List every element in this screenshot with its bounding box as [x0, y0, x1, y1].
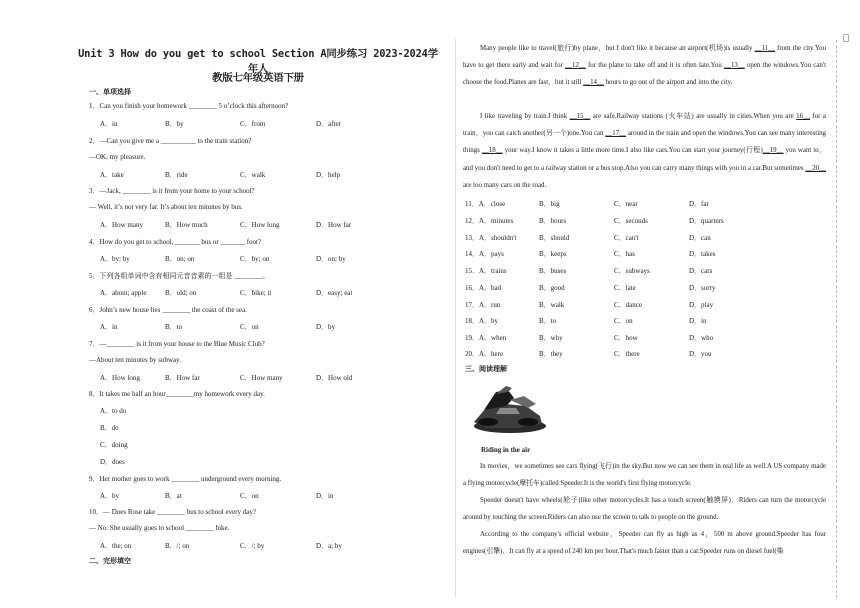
flying-motorcycle-image — [466, 378, 548, 436]
cloze-q20-option-b: B．they — [539, 350, 563, 358]
column-divider — [455, 38, 456, 598]
q8-option-a: A．to do — [100, 407, 127, 415]
q10-option-b: B．/; on — [165, 542, 190, 550]
cloze-q18-option-a: 18．A．by — [465, 317, 499, 325]
cloze-q16-option-a: 16．A．bad — [465, 284, 502, 292]
cloze-q13-option-d: D．can — [689, 234, 711, 242]
reading-paragraph-3: According to the company's official website，Speeder can fly as high as 4，500 m above ground.Speeder has four engines(引擎)．It can fly at a speed of 240 km per hour.That's much faster than a car.Speeder runs on diesel fuel(柴 — [463, 531, 826, 556]
q7-option-d: D．How old — [316, 374, 353, 382]
cloze-q17-option-c: C．dance — [614, 301, 642, 309]
q2-option-b: B．ride — [165, 171, 188, 179]
q3-option-b: B．How much — [165, 221, 208, 229]
q1-option-d: D．after — [316, 120, 341, 128]
cloze-q12-option-b: B．hours — [539, 217, 567, 225]
q5-option-a: A．about; apple — [100, 289, 147, 297]
cloze-paragraph-2: I like traveling by train.I think __15__ are safe.Railway stations (火车站) are usually in cities.When you are 16__ for a train，you can catch another(另一个)one.You can __17__ around in the train and open the windows.You can see many interesting things __18__ your way.I know it takes a little more time.I also like cars.You can start your journey(行程)__19__ you want to，and you don't need to get to a railway station or a bus stop.Also you can carry many things with you in a car.But sometimes __20__ are too many cars on the road. — [463, 113, 826, 189]
section-heading-single-choice: 一、单项选择 — [89, 88, 131, 96]
q5-option-b: B．old; on — [165, 289, 197, 297]
q3-option-a: A．How many — [100, 221, 143, 229]
q1-option-a: A．in — [100, 120, 118, 128]
binding-marker — [843, 34, 849, 42]
q3-option-c: C．How long — [240, 221, 280, 229]
cloze-q16-option-d: D．sorry — [689, 284, 716, 292]
cloze-q20-option-d: D．you — [689, 350, 712, 358]
cloze-q11-option-b: B．big — [539, 200, 560, 208]
q1-option-c: C．from — [240, 120, 266, 128]
section-heading-reading: 三、阅读理解 — [465, 365, 507, 373]
q3-option-d: D．How far — [316, 221, 352, 229]
cloze-q15-option-c: C．subways — [614, 267, 650, 275]
cloze-q15-option-a: 15．A．trains — [465, 267, 507, 275]
cloze-q20-option-a: 20．A．here — [465, 350, 504, 358]
cloze-q11-option-a: 11．A．close — [465, 200, 506, 208]
doc-title-line2: 教版七年级英语下册 — [212, 72, 304, 84]
reading-title: Riding in the air — [481, 446, 531, 454]
blank-14: __14__ — [583, 79, 604, 87]
question-3: 3．—Jack, ________ is it from your home to your school? — [89, 187, 255, 195]
cloze-q18-option-d: D．in — [689, 317, 707, 325]
cloze-q18-option-b: B．to — [539, 317, 557, 325]
q2-option-a: A．take — [100, 171, 124, 179]
doc-title-line1: Unit 3 How do you get to school Section A同步练习 2023-2024学年人 — [78, 48, 438, 75]
q9-option-d: D．in — [316, 492, 334, 500]
question-2: 2．—Can you give me a __________ to the train station? — [89, 137, 252, 145]
cloze-q12-option-c: C．seconds — [614, 217, 648, 225]
question-9: 9．Her mother goes to work ________ underground every morning. — [89, 475, 282, 483]
q6-option-d: D．by — [316, 323, 336, 331]
q10-option-d: D．a; by — [316, 542, 342, 550]
question-1: 1．Can you finish your homework ________ 5 o’clock this afternoon? — [89, 102, 289, 110]
q7-option-a: A．How long — [100, 374, 140, 382]
blank-15: __15__ — [569, 113, 591, 120]
question-6: 6．John’s new house lies ________ the coast of the sea. — [89, 306, 247, 314]
blank-11: __11__ — [754, 45, 775, 52]
cloze-q14-option-b: B．keeps — [539, 250, 567, 258]
cloze-q19-option-c: C．how — [614, 334, 638, 342]
q7-option-c: C．How many — [240, 374, 283, 382]
question-3-reply: — Well, it’s not very far. It’s about ten minutes by bus. — [89, 203, 243, 211]
q5-option-d: D．easy; eat — [316, 289, 353, 297]
q8-option-c: C．doing — [100, 441, 128, 449]
cloze-q12-option-a: 12．A．minutes — [465, 217, 514, 225]
section-heading-cloze: 二、完形填空 — [89, 557, 131, 565]
cloze-q16-option-b: B．good — [539, 284, 565, 292]
blank-16: 16__ — [796, 113, 810, 120]
cloze-q15-option-b: B．buses — [539, 267, 567, 275]
cloze-q14-option-c: C．has — [614, 250, 635, 258]
q8-option-d: D．does — [100, 458, 125, 466]
cloze-q19-option-a: 19．A．when — [465, 334, 507, 342]
q2-option-d: D．help — [316, 171, 341, 179]
blank-13: __13__ — [724, 62, 745, 70]
q2-option-c: C．walk — [240, 171, 266, 179]
q10-option-a: A．the; on — [100, 542, 132, 550]
blank-18: __18__ — [481, 147, 503, 155]
cloze-q18-option-c: C．on — [614, 317, 633, 325]
cloze-q11-option-c: C．near — [614, 200, 638, 208]
question-2-reply: —OK, my pleasure. — [89, 153, 146, 161]
blank-19: __19__ — [762, 147, 784, 155]
cloze-q20-option-c: C．there — [614, 350, 640, 358]
cloze-q11-option-d: D．far — [689, 200, 709, 208]
reading-paragraph-2: Speeder doesn't have wheels(轮子)like other motorcycles.It has a touch screen(触摸屏)．Riders can turn the motorcycle around by touching the screen.Riders can also use the screen to talk to people on the ground. — [463, 497, 826, 522]
cloze-q15-option-d: D．cars — [689, 267, 713, 275]
q4-option-b: B．on; on — [165, 255, 195, 263]
cloze-paragraph-1: Many people like to travel(旅行)by plane，but I don't like it because an airport(机场)is usually __11__ from the city.You have to get there early and wait for __12__ for the plane to take off and it is often late.You __13__ open the windows.You can't choose the food.Planes are fast，but it still __14__ hours to go out of the airport and into the city. — [463, 45, 827, 87]
cloze-q14-option-d: D．takes — [689, 250, 716, 258]
q9-option-a: A．by — [100, 492, 120, 500]
blank-20: __20__ — [805, 164, 826, 172]
cloze-q16-option-c: C．late — [614, 284, 636, 292]
question-4: 4．How do you get to school, _______ bus or _______ foot? — [89, 238, 262, 246]
blank-12: __12__ — [565, 62, 586, 70]
q6-option-c: C．on — [240, 323, 259, 331]
q9-option-b: B．at — [165, 492, 182, 500]
q5-option-c: C．bike; it — [240, 289, 272, 297]
q6-option-a: A．in — [100, 323, 118, 331]
question-10: 10．— Does Rose take ________ bus to school every day? — [89, 508, 256, 516]
q8-option-b: B．do — [100, 424, 119, 432]
question-7-reply: —About ten minutes by subway. — [89, 356, 181, 364]
q10-option-c: C．/; by — [240, 542, 265, 550]
cloze-q13-option-b: B．should — [539, 234, 570, 242]
cloze-q13-option-c: C．can't — [614, 234, 639, 242]
q7-option-b: B．How far — [165, 374, 200, 382]
blank-17: __17__ — [605, 130, 626, 138]
q1-option-b: B．by — [165, 120, 184, 128]
cloze-q17-option-d: D．play — [689, 301, 714, 309]
cloze-q19-option-d: D．who — [689, 334, 714, 342]
cloze-q19-option-b: B．why — [539, 334, 563, 342]
cloze-q13-option-a: 13．A．shouldn't — [465, 234, 517, 242]
cloze-q17-option-b: B．walk — [539, 301, 565, 309]
cloze-q17-option-a: 17．A．run — [465, 301, 501, 309]
question-8: 8．It takes me half an hour________my homework every day. — [89, 390, 265, 398]
cloze-q14-option-a: 14．A．pays — [465, 250, 504, 258]
binding-line — [836, 40, 837, 598]
q6-option-b: B．to — [165, 323, 183, 331]
cloze-q12-option-d: D．quarters — [689, 217, 724, 225]
question-7: 7．—________ is it from your house to the Blue Music Club? — [89, 340, 265, 348]
q4-option-d: D．on; by — [316, 255, 346, 263]
question-5: 5．下列各组单词中含有相同元音音素的一组是 ________。 — [89, 272, 270, 280]
q9-option-c: C．on — [240, 492, 259, 500]
q4-option-c: C．by; on — [240, 255, 270, 263]
reading-paragraph-1: In movies，we sometimes see cars flying(飞行)in the sky.But now we can see them in real life as well.A US company made a flying motorcycle(摩托车)called Speeder.It is the world's first flying motorcycle. — [463, 463, 826, 488]
q4-option-a: A．by; by — [100, 255, 130, 263]
question-10-reply: — No. She usually goes to school ________ bike. — [89, 524, 230, 532]
